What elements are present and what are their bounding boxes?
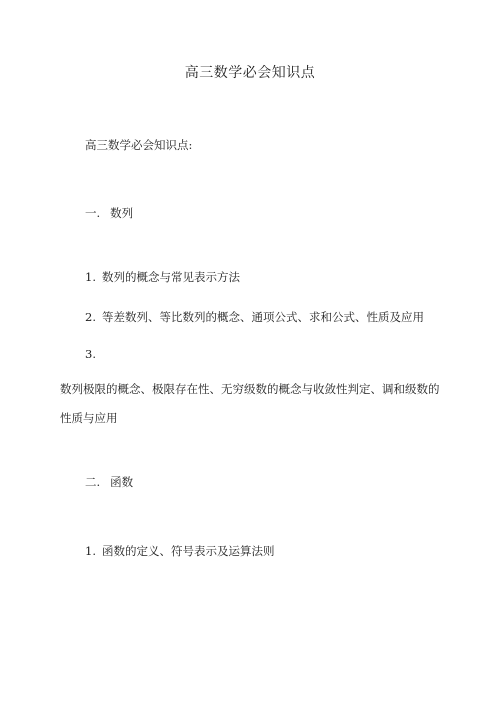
list-item-text: 函数的定义、符号表示及运算法则 <box>101 544 275 558</box>
list-item-text: 等差数列、等比数列的概念、通项公式、求和公式、性质及应用 <box>101 310 424 324</box>
section-heading-text: 函数 <box>110 475 134 489</box>
list-item-number: 3. <box>85 347 96 361</box>
list-item-number: 2. <box>85 310 96 324</box>
list-item-number: 1. <box>85 544 96 558</box>
section-number: 二. <box>85 475 101 489</box>
section-heading-text: 数列 <box>110 206 134 220</box>
list-item-text: 数列的概念与常见表示方法 <box>101 270 240 284</box>
list-item <box>85 269 240 285</box>
list-item <box>85 309 424 325</box>
list-item-text: 数列极限的概念、极限存在性、无穷级数的概念与收敛性判定、调和级数的性质与应用 <box>60 382 440 425</box>
section-heading-functions <box>85 474 133 490</box>
intro-text: 高三数学必会知识点: <box>85 138 193 152</box>
list-item <box>85 543 274 559</box>
document-title: 高三数学必会知识点 <box>184 65 316 81</box>
section-heading-sequences <box>85 205 133 221</box>
list-item-number: 1. <box>85 270 96 284</box>
section-number: 一. <box>85 206 101 220</box>
